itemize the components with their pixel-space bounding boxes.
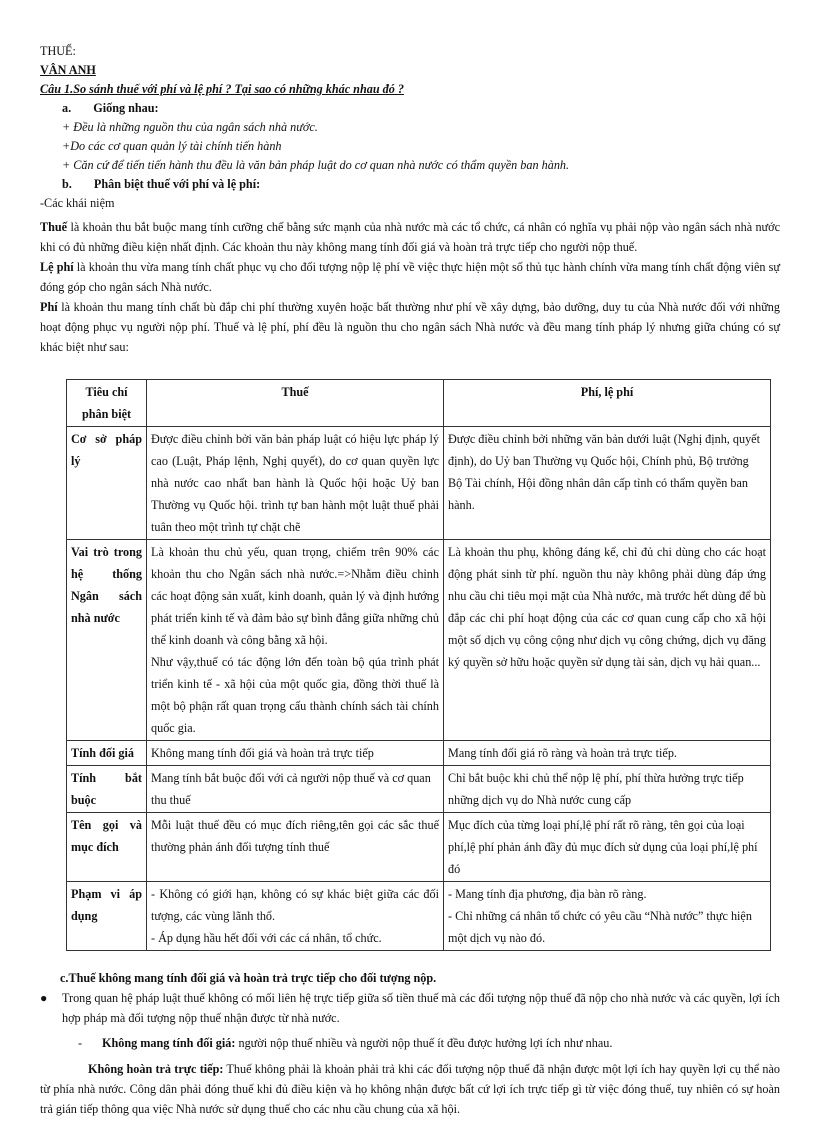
- tax-cell: Mỗi luật thuế đều có mục đích riêng,tên gọi các sắc thuế thường phản ánh đối tượng tính thuế: [147, 813, 444, 882]
- section-b-title: Phân biệt thuế với phí và lệ phí:: [93, 177, 261, 191]
- tax-cell-para: Như vậy,thuế có tác động lớn đến toàn bộ qúa trình phát triển kinh tế - xã hội của một quốc gia, đồng thời thuế là một bộ phận rất quan trọng cấu thành chính sách tài chính quốc gia.: [151, 655, 439, 735]
- criteria-cell: Cơ sở pháp lý: [67, 427, 147, 540]
- question-title: Câu 1.So sánh thuế với phí và lệ phí ? Tại sao có những khác nhau đó ?: [40, 82, 404, 96]
- section-c-bullet-text: Trong quan hệ pháp luật thuế không có mối liên hệ trực tiếp giữa số tiền thuế mà các đối tượng nộp thuế đã nộp cho nhà nước và các quyền, lợi ích hợp pháp mà đối tượng nộp thuế nhận được từ nhà nước.: [62, 991, 780, 1025]
- table-row: [67, 427, 771, 540]
- tax-definition-text: là khoản thu bắt buộc mang tính cưỡng chế bằng sức mạnh của nhà nước mà các tổ chức, cá nhân có nghĩa vụ phải nộp vào ngân sách nhà nước khi có đủ những điều kiện nhất định. Các khoản thu này không mang tính đối giá và hoàn trả trực tiếp cho người nộp thuế.: [40, 220, 780, 254]
- tax-cell: [147, 540, 444, 741]
- criteria-cell: Tính bắt buộc: [67, 766, 147, 813]
- tax-definition: [40, 217, 780, 257]
- criteria-cell: Tính đối giá: [67, 741, 147, 766]
- table-row: [67, 741, 771, 766]
- table-header-row: [67, 380, 771, 427]
- fee-definition: [40, 257, 780, 297]
- fee-cell-para: - Chỉ những cá nhân tổ chức có yêu cầu “Nhà nước” thực hiện một dịch vụ nào đó.: [448, 909, 752, 945]
- section-a-label: a.: [62, 101, 72, 115]
- tax-cell: Được điều chỉnh bởi văn bản pháp luật có hiệu lực pháp lý cao (Luật, Pháp lệnh, Nghị quyết), do cơ quan quyền lực nhà nước cao nhất ban hành là Quốc hội hoặc Uỷ ban Thường vụ Quốc hội. trình tự ban hành một luật thuế phải tuân theo một trình tự chặt chẽ: [147, 427, 444, 540]
- dash-text: người nộp thuế nhiều và người nộp thuế ít đều được hưởng lợi ích như nhau.: [235, 1036, 613, 1050]
- header-criteria: Tiêu chí phân biệt: [67, 380, 147, 427]
- tax-cell-para: - Áp dụng hầu hết đối với các cá nhân, tổ chức.: [151, 931, 382, 945]
- tax-cell: [147, 882, 444, 951]
- section-c-bullet: [40, 988, 780, 1028]
- fee-definition-text: là khoản thu vừa mang tính chất phục vụ cho đối tượng nộp lệ phí về việc thực hiện một số thủ tục hành chính vừa mang tính chất động viên sự đóng góp cho ngân sách Nhà nước.: [40, 260, 780, 294]
- fee-cell: Được điều chỉnh bởi những văn bản dưới luật (Nghị định, quyết định), do Uỷ ban Thường vụ Quốc hội, Chính phủ, Bộ trưởng Bộ Tài chính, Hội đồng nhân dân cấp tỉnh có thẩm quyền ban hành.: [444, 427, 771, 540]
- criteria-cell: Tên gọi và mục đích: [67, 813, 147, 882]
- concepts-heading: -Các khái niệm: [40, 196, 115, 210]
- bullet-icon: ●: [40, 991, 48, 1005]
- fee-term: Lệ phí: [40, 260, 74, 274]
- section-c-paragraph: [40, 1059, 780, 1119]
- section-a-title: Giống nhau:: [93, 101, 159, 115]
- section-b-heading: [40, 175, 780, 194]
- tax-cell: Mang tính bắt buộc đối với cả người nộp thuế và cơ quan thu thuế: [147, 766, 444, 813]
- section-c-dash-item: [40, 1034, 780, 1053]
- section-b-label: b.: [62, 177, 72, 191]
- paragraph-text: Thuế không phải là khoản phải trả khi các đối tượng nộp thuế đã nhận được một lợi ích hay quyền lợi cụ thể nào từ phía nhà nước. Công dân phải đóng thuế khi đủ điều kiện và họ không nhận được bất cứ lợi ích trực tiếp gì từ việc đóng thuế, tuy nhiên có sự hoàn trả gián tiếp thông qua việc Nhà nước sử dụng thuế cho các nhu cầu chung của xã hội.: [40, 1062, 780, 1116]
- charge-term: Phí: [40, 300, 58, 314]
- table-row: [67, 540, 771, 741]
- dash-marker: -: [78, 1036, 83, 1050]
- tax-cell-para: Là khoản thu chủ yếu, quan trọng, chiếm trên 90% các khoản thu cho Ngân sách nhà nước.=>Nhằm điều chỉnh các hoạt động sản xuất, kinh doanh, quản lý và định hướng phát triển kinh tế và đảm bảo sự bình đẳng giữa những chủ thể kinh doanh và công bằng xã hội.: [151, 545, 439, 647]
- fee-cell: Là khoản thu phụ, không đáng kể, chỉ đủ chi dùng cho các hoạt động phát sinh từ phí. nguồn thu này không phải dùng đáp ứng nhu cầu chi tiêu mọi mặt của Nhà nước, mà trước hết dùng để bù đắp các chi phí hoạt động của các cơ quan cung cấp cho xã hội một số dịch vụ công cộng như dịch vụ công chứng, dịch vụ đăng ký quyền sở hữu hoặc quyền sử dụng tài sản, dịch vụ hải quan...: [444, 540, 771, 741]
- header-fees: Phí, lệ phí: [444, 380, 771, 427]
- dash-term: Không mang tính đối giá:: [102, 1036, 236, 1050]
- document-page: [40, 40, 780, 1119]
- tax-cell-para: - Không có giới hạn, không có sự khác biệt giữa các đối tượng, các vùng lãnh thổ.: [151, 887, 439, 923]
- similarity-item: + Đều là những nguồn thu của ngân sách nhà nước.: [62, 120, 318, 134]
- similarity-item: +Do các cơ quan quản lý tài chính tiến hành: [62, 139, 282, 153]
- header-tax: Thuế: [147, 380, 444, 427]
- fee-cell: Mang tính đối giá rõ ràng và hoàn trả trực tiếp.: [444, 741, 771, 766]
- comparison-table: [66, 379, 771, 951]
- charge-definition-text: là khoản thu mang tính chất bù đắp chi phí thường xuyên hoặc bất thường như phí về xây dựng, bảo dưỡng, duy tu của Nhà nước đối với những hoạt động phục vụ người nộp phí. Thuế và lệ phí, phí đều là nguồn thu cho ngân sách Nhà nước và đều mang tính pháp lý nhưng giữa chúng có sự khác biệt như sau:: [40, 300, 780, 354]
- section-c-title: c.Thuế không mang tính đối giá và hoàn trả trực tiếp cho đối tượng nộp.: [60, 971, 437, 985]
- fee-cell: Mục đích của từng loại phí,lệ phí rất rõ ràng, tên gọi của loại phí,lệ phí phản ánh đầy đủ mục đích sử dụng của loại phí,lệ phí đó: [444, 813, 771, 882]
- charge-definition: [40, 297, 780, 357]
- fee-cell: Chỉ bắt buộc khi chủ thể nộp lệ phí, phí thừa hưởng trực tiếp những dịch vụ do Nhà nước cung cấp: [444, 766, 771, 813]
- criteria-cell: Phạm vi áp dụng: [67, 882, 147, 951]
- similarity-item: + Căn cứ để tiến tiến hành thu đều là văn bản pháp luật do cơ quan nhà nước có thẩm quyền ban hành.: [62, 158, 570, 172]
- header-tax: THUẾ:: [40, 44, 76, 58]
- tax-cell: Không mang tính đối giá và hoàn trả trực tiếp: [147, 741, 444, 766]
- fee-cell: [444, 882, 771, 951]
- fee-cell-para: - Mang tính địa phương, địa bàn rõ ràng.: [448, 887, 647, 901]
- table-row: [67, 882, 771, 951]
- paragraph-term: Không hoàn trả trực tiếp:: [88, 1062, 224, 1076]
- table-row: [67, 813, 771, 882]
- section-a-heading: [40, 99, 780, 118]
- author-name: VÂN ANH: [40, 63, 96, 77]
- table-row: [67, 766, 771, 813]
- criteria-cell: Vai trò trong hệ thống Ngân sách nhà nước: [67, 540, 147, 741]
- tax-term: Thuế: [40, 220, 68, 234]
